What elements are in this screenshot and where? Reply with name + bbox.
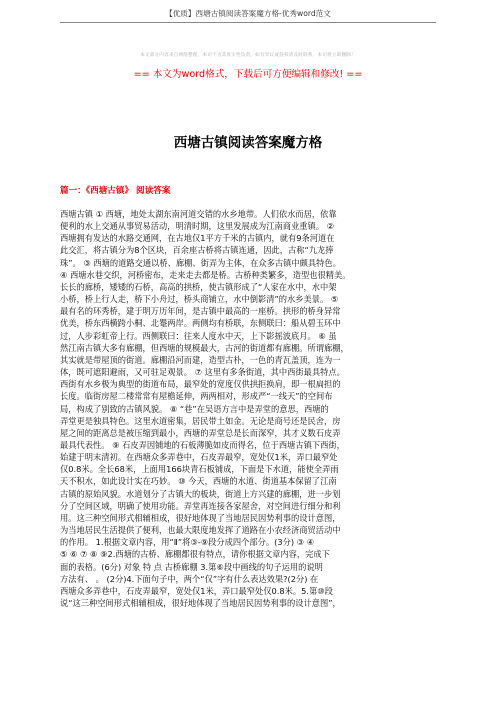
body-line: 便利的水上交通从事贸易活动，明清时期，这里发展成为江南商业重镇。 ②	[60, 221, 335, 232]
body-line: ④ 西塘水巷交织，河桥密布，走来走去都是桥。古桥种类繁多，造型也很精美。	[60, 269, 351, 280]
body-line: 此交汇，将古镇分为8个区块，百余座古桥将古镇连通，因此，古称“九龙捧	[60, 245, 334, 256]
header-divider	[60, 22, 436, 23]
body-line: 西塘古镇 ① 西塘，地处太湖东南河道交错的水乡地带。人们依水而居，依靠	[60, 209, 337, 219]
article-body	[60, 208, 436, 698]
body-line: 优美，桥东西横跨小桐、北罨两岸。两侧均有桥联，东侧联曰：船从碧玉环中	[60, 318, 341, 329]
body-line: 西塘拥有发达的水路交通网，在古地仅1平方千米的古镇内，就有9条河道在	[60, 233, 335, 244]
body-line: 方法有、 。 (2分)4.下面句子中，两个“仅”字有什么表达效果?(2分) 在	[60, 573, 319, 584]
body-line: 用。这三种空间形式相辅相成，很好地体现了当地居民因势利事的设计意图，	[60, 512, 341, 523]
body-line: 西街有水乡极为典型的街道布局，最窄处的宽度仅供拱拒换肩，即一根扁担的	[60, 379, 341, 390]
body-line: 长度。临街房屋二楼常常有屋檐延伸，两两相对，形成严“一线天”的空间布	[60, 391, 333, 402]
body-line: 分了空间区域，明确了使用功能。弄堂再连接各家屋舍，对空间进行细分和利	[60, 500, 341, 511]
body-line: 体，既可遮阳避雨，又可驻足观景。 ⑦ 这里有多条街道，其中西街最具特点。	[60, 367, 345, 378]
body-line: 始建于明末清初。在西塘众多弄巷中，石皮弄最窄，宽处仅1米，弄口最窄处	[60, 452, 338, 463]
body-line: 的作用。 1.根据文章内容，用“Ⅱ”将③-⑨段分成四个部分。(3分) ③ ④	[60, 537, 315, 548]
body-line: 面的表格。(6分) 对象 特 点 古桥廊棚 3.第⑥段中画线的句子运用的说明	[60, 561, 323, 572]
body-line: 为当地居民生活提供了便利，也最大限度地发挥了道路在小农经济商贸活动中	[60, 525, 341, 536]
body-line: 过，人步彩虹帝上行。西侧联曰：往来人度水中天，上下影摇波底月。 ⑥ 虽	[60, 330, 337, 341]
body-line: 古镇的原始风貌。水道划分了古镇大的板块，街道上方兴建的廊棚，进一步划	[60, 488, 341, 499]
body-line: 其实就是带屋顶的街道。廊棚沿河而建，造型古朴，一色的青瓦盖顶，连为一	[60, 354, 341, 365]
header-title: 【优质】西塘古镇阅读答案魔方格-优秀word范文	[165, 9, 331, 18]
body-line: 珠”。 ③ 西塘的道路交通以桥、廊棚、街弄为主体，在众多古镇中颇具特色。	[60, 257, 341, 268]
body-line: 说“这三种空间形式相辅相成，很好地体现了当地居民因势利事的设计意图”，	[60, 598, 341, 608]
body-line: 最具代表性。 ⑨ 石皮弄因铺地的石板薄脆如皮而得名，位于西塘古镇下西街，	[60, 439, 345, 450]
body-line: 弄堂更是独具特色。这里水道密集，居民带土如金。无论是商号还是民舍，房	[60, 415, 341, 426]
section-heading: 篇一：《西塘古镇》 阅读答案	[60, 186, 171, 196]
body-line: 小桥，桥上行人走，桥下小舟过，桥头商铺立，水中倒影清”的水乡美景。 ⑤	[60, 294, 339, 305]
body-line: 仅0.8米。全长68米，上面用166块青石板铺成，下面是下水道，能使全弄雨	[60, 464, 339, 475]
disclaimer-note: 本文部分内容来自网络整理，本司不为其真实性负责，如有异议或侵权请及时联系，本司将立即删除！	[140, 53, 356, 58]
body-line: 然江南古镇大多有廊棚，但西塘的规模最大，古河的街道都有廊棚。所谓廊棚，	[60, 342, 349, 353]
format-banner: == 本文为word格式，下载后可方便编辑和修改! ==	[133, 69, 363, 80]
body-line: 局，构成了别致的古镇风貌。 ⑧ “巷”在吴语方言中是弄堂的意思，西塘的	[60, 403, 329, 414]
body-line: 屋之间的距离总是被压缩到最小，西塘的弄堂总是长而深窄，其才义数石皮弄	[60, 427, 341, 438]
document-title: 西塘古镇阅读答案魔方格	[173, 135, 323, 151]
body-line: 最有名的环秀桥，建于明万历年间，是古镇中最高的一座桥。拱形的桥身异常	[60, 306, 341, 317]
body-line: 长长的廊桥，矮矮的石桥，高高的拱桥，使古镇形成了“人家在水中，水中架	[60, 281, 337, 292]
body-line: 西塘众多弄巷中，石皮弄最窄，宽处仅1米，弄口最窄处仅0.8米。5.第⑩段	[60, 585, 333, 596]
body-line: 天不积水，如此设计实在巧妙。 ⑩ 今天，西塘的水道、街道基本保留了江南	[60, 476, 337, 487]
body-line: ⑤ ⑥ ⑦ ⑧ ⑨2.西塘的古桥、廊棚都很有特点，请你根据文章内容，完成下	[60, 549, 330, 560]
